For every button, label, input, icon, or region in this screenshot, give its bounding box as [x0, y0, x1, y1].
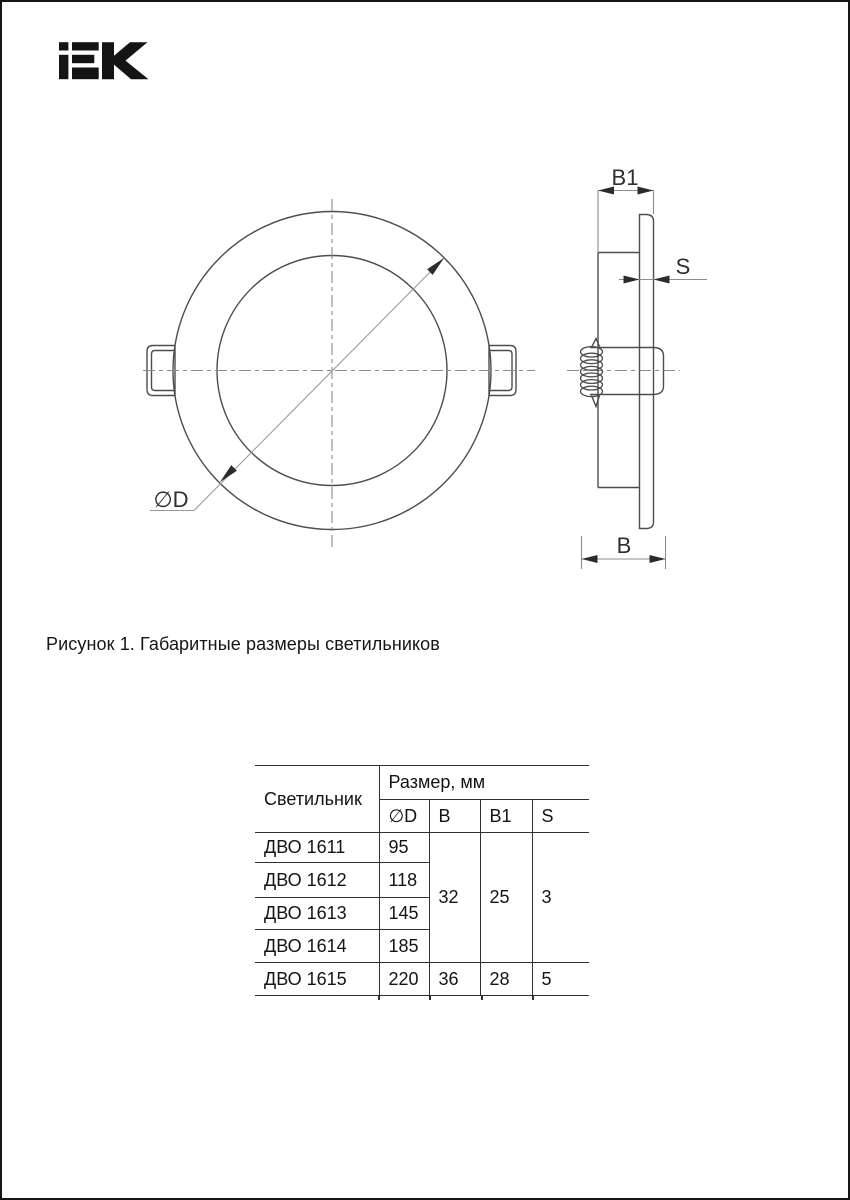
header-fixture: Светильник — [255, 766, 379, 833]
technical-drawing — [2, 2, 850, 624]
side-dimension-lines — [582, 191, 708, 570]
subheader-d: ∅D — [379, 800, 429, 833]
side-view — [581, 215, 664, 529]
s-label: S — [675, 254, 691, 279]
cell-name: ДВО 1612 — [255, 863, 379, 898]
cell-name: ДВО 1614 — [255, 930, 379, 963]
table-grid-stub — [378, 995, 380, 1000]
cell-b1: 28 — [480, 963, 532, 996]
cell-b: 32 — [429, 833, 480, 963]
b1-label: B1 — [611, 165, 639, 190]
cell-name: ДВО 1615 — [255, 963, 379, 996]
table-grid-stub — [532, 995, 534, 1000]
table-row — [255, 963, 589, 996]
s-arrow-right — [654, 276, 670, 284]
dimensions-table — [255, 765, 589, 996]
b-arrow-right — [650, 555, 666, 563]
cell-b1: 25 — [480, 833, 532, 963]
subheader-b1: B1 — [480, 800, 532, 833]
diameter-dimension — [150, 258, 444, 512]
spring-coils — [581, 347, 603, 397]
b-label: B — [616, 533, 632, 558]
cell-d: 220 — [379, 963, 429, 996]
cell-b: 36 — [429, 963, 480, 996]
dimension-arrows — [582, 187, 670, 564]
b-arrow-left — [582, 555, 598, 563]
header-size-group: Размер, мм — [379, 766, 589, 800]
flange-profile — [640, 215, 654, 529]
cell-s: 3 — [532, 833, 589, 963]
figure-caption: Рисунок 1. Габаритные размеры светильников — [46, 634, 440, 654]
table-row — [255, 833, 589, 863]
cell-d: 185 — [379, 930, 429, 963]
center-lines — [143, 199, 680, 547]
subheader-b: B — [429, 800, 480, 833]
subheader-s: S — [532, 800, 589, 833]
cell-name: ДВО 1613 — [255, 898, 379, 930]
cell-d: 95 — [379, 833, 429, 863]
spring-clip — [581, 339, 664, 407]
cell-d: 118 — [379, 863, 429, 898]
dimensions-table-wrap — [255, 765, 589, 996]
cell-s: 5 — [532, 963, 589, 996]
s-arrow-left — [624, 276, 640, 284]
table-grid-stub — [481, 995, 483, 1000]
table-header-row-1 — [255, 766, 589, 800]
diameter-label: ∅D — [153, 487, 189, 512]
diameter-arrow-lower — [220, 465, 237, 482]
b1-arrow-right — [638, 187, 654, 195]
table-grid-stub — [429, 995, 431, 1000]
cell-d: 145 — [379, 898, 429, 930]
cell-name: ДВО 1611 — [255, 833, 379, 863]
